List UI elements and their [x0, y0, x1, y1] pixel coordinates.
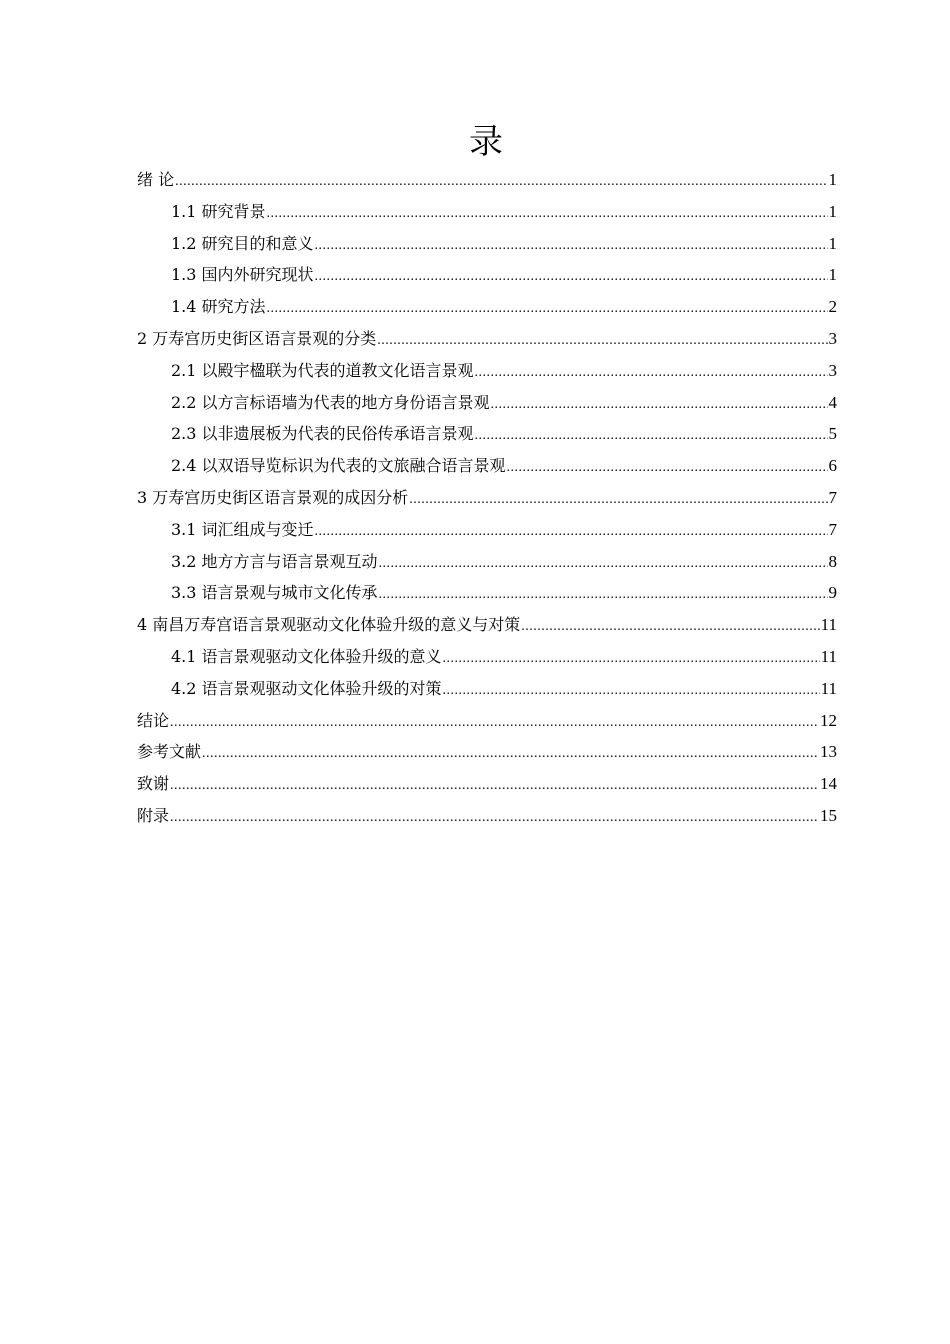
toc-dot-leader: [491, 389, 828, 421]
toc-entry[interactable]: [137, 673, 837, 705]
toc-page-number: 8: [828, 551, 837, 571]
toc-entry[interactable]: [137, 291, 837, 323]
toc-entry-label: 1.2 研究目的和意义: [171, 233, 314, 253]
toc-entry-label: 3.2 地方方言与语言景观互动: [171, 551, 378, 571]
toc-dot-leader: [170, 707, 819, 739]
toc-dot-leader: [315, 261, 828, 293]
toc-entry-label: 绪 论: [137, 170, 175, 189]
toc-dot-leader: [379, 548, 828, 580]
toc-entry[interactable]: [137, 387, 837, 419]
toc-entry[interactable]: [137, 482, 837, 514]
toc-entry-label: 2.2 以方言标语墙为代表的地方身份语言景观: [171, 392, 490, 412]
toc-entry[interactable]: [137, 800, 837, 832]
table-of-contents: [137, 164, 837, 832]
toc-dot-leader: [443, 643, 820, 675]
toc-dot-leader: [507, 452, 828, 484]
toc-dot-leader: [379, 579, 828, 611]
toc-entry[interactable]: [137, 768, 837, 800]
toc-page-number: 5: [828, 424, 837, 444]
toc-entry[interactable]: [137, 577, 837, 609]
page-title: 录: [469, 122, 503, 162]
toc-page-number: 1: [828, 233, 837, 253]
toc-dot-leader: [170, 770, 819, 802]
toc-entry[interactable]: [137, 450, 837, 482]
toc-entry-label: 参考文献: [137, 742, 202, 762]
toc-page-number: 7: [828, 519, 837, 539]
toc-page-number: 1: [828, 170, 837, 189]
toc-page-number: 12: [820, 710, 837, 730]
toc-entry-label: 1.4 研究方法: [171, 297, 266, 317]
toc-dot-leader: [443, 675, 820, 707]
toc-entry-label: 4.1 语言景观驱动文化体验升级的意义: [171, 646, 442, 666]
toc-dot-leader: [202, 738, 819, 770]
toc-entry-label: 3.3 语言景观与城市文化传承: [171, 583, 378, 603]
toc-entry-label: 1.1 研究背景: [171, 201, 266, 221]
toc-entry[interactable]: [137, 259, 837, 291]
toc-dot-leader: [175, 166, 827, 198]
toc-page-number: 1: [828, 265, 837, 285]
toc-dot-leader: [315, 516, 828, 548]
toc-entry-label: 2.3 以非遗展板为代表的民俗传承语言景观: [171, 424, 474, 444]
toc-entry[interactable]: [137, 355, 837, 387]
toc-dot-leader: [409, 484, 827, 516]
toc-dot-leader: [377, 325, 827, 357]
toc-entry[interactable]: [137, 609, 837, 641]
toc-page-number: 2: [828, 297, 837, 317]
toc-entry[interactable]: [137, 196, 837, 228]
toc-entry-label: 1.3 国内外研究现状: [171, 265, 314, 285]
toc-entry[interactable]: [137, 323, 837, 355]
toc-dot-leader: [267, 293, 828, 325]
toc-entry-label: 3.1 词汇组成与变迁: [171, 519, 314, 539]
toc-entry[interactable]: [137, 164, 837, 196]
toc-page-number: 11: [820, 646, 837, 666]
toc-page-number: 3: [828, 328, 837, 348]
toc-entry[interactable]: [137, 641, 837, 673]
toc-entry-label: 结论: [137, 710, 170, 730]
toc-dot-leader: [475, 420, 828, 452]
toc-dot-leader: [315, 230, 828, 262]
toc-entry-label: 致谢: [137, 774, 170, 794]
toc-page-number: 14: [820, 774, 837, 794]
toc-entry-label: 2.1 以殿宇楹联为代表的道教文化语言景观: [171, 360, 474, 380]
toc-page-number: 6: [828, 456, 837, 476]
toc-entry[interactable]: [137, 228, 837, 260]
toc-entry[interactable]: [137, 418, 837, 450]
toc-page-number: 13: [820, 742, 837, 762]
toc-page-number: 15: [820, 805, 837, 825]
toc-dot-leader: [170, 802, 819, 834]
toc-entry-label: 4 南昌万寿宫语言景观驱动文化体验升级的意义与对策: [137, 615, 521, 635]
toc-page-number: 1: [828, 201, 837, 221]
toc-page-number: 3: [828, 360, 837, 380]
toc-page-number: 4: [828, 392, 837, 412]
toc-dot-leader: [521, 611, 819, 643]
toc-entry[interactable]: [137, 514, 837, 546]
toc-dot-leader: [475, 357, 828, 389]
toc-entry[interactable]: [137, 705, 837, 737]
toc-page-number: 9: [828, 583, 837, 603]
toc-entry-label: 4.2 语言景观驱动文化体验升级的对策: [171, 678, 442, 698]
toc-entry-label: 3 万寿宫历史街区语言景观的成因分析: [137, 487, 409, 507]
toc-page-number: 11: [820, 678, 837, 698]
toc-page-number: 7: [828, 487, 837, 507]
toc-entry[interactable]: [137, 736, 837, 768]
toc-entry[interactable]: [137, 546, 837, 578]
toc-page-number: 11: [820, 615, 837, 635]
toc-entry-label: 2 万寿宫历史街区语言景观的分类: [137, 328, 377, 348]
toc-entry-label: 2.4 以双语导览标识为代表的文旅融合语言景观: [171, 456, 506, 476]
toc-entry-label: 附录: [137, 805, 170, 825]
toc-dot-leader: [267, 198, 828, 230]
